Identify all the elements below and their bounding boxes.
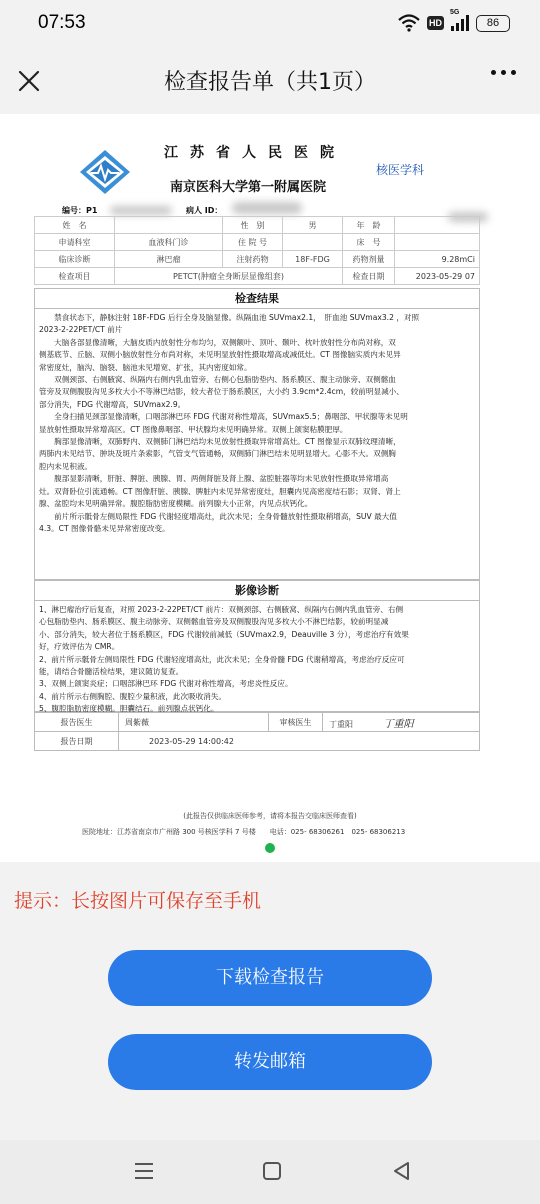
page-title: 检查报告单（共1页） [164, 70, 376, 95]
forward-email-button[interactable]: 转发邮箱 [108, 1034, 432, 1090]
system-nav-bar [0, 1140, 540, 1204]
age-value [395, 217, 480, 234]
report-id-label: 编号：P1 [62, 206, 98, 215]
clinical-diagnosis-label: 临床诊断 [35, 251, 115, 268]
network-type: 5G [450, 9, 460, 16]
exam-item-value: PETCT(肿瘤全身断层显像组套) [115, 268, 343, 285]
diagnosis-title: 影像诊断 [35, 581, 479, 601]
sex-label: 性 别 [223, 217, 283, 234]
report-date-label: 报告日期 [35, 732, 119, 751]
clinical-diagnosis-value: 淋巴瘤 [115, 251, 223, 268]
diagnosis-text: 1、淋巴瘤治疗后复查，对照 2023-2-22PET/CT 前片：双侧颈部、右侧腋窝、纵隔内右侧内乳血管旁、右侧 心包脂肪垫内、肠系膜区、腹主动脉旁、双侧髂血管旁及双侧腹股沟见多枚大小不淋巴结影，较前明显减 小、部分消失，较大者位于肠系膜区，FDG 代谢较前减低（SUVmax2.9，Deauville 3 分），考虑治疗有效果 好，疗效评估为 CMR。 2、前片所示骶骨左侧局限性 FDG 代谢轻度增高灶，此次未见；全身骨髓 FDG 代谢稍增高，考虑治疗反应可 能，请结合骨髓活检结果，建议随访复查。 3、双侧上颌窦炎症；口咽部淋巴环 FDG 代谢对称性增高，考虑炎性反应。 4、前片所示右侧胸腔、腹腔少量积液，此次吸收消失。 5、腹腔脂肪密度模糊。胆囊结石。前列腺点状钙化。 [39, 605, 409, 714]
report-date-value: 2023-05-29 14:00:42 [119, 732, 480, 751]
reporter-value: 周紫薇 [119, 713, 269, 732]
nav-bar [0, 48, 540, 114]
dose-value: 9.28mCi [395, 251, 480, 268]
redaction-blur [110, 206, 172, 215]
exam-date-label: 检查日期 [343, 268, 395, 285]
results-text: 禁食状态下，静脉注射 18F-FDG 后行全身及脑显像。纵隔血池 SUVmax2.1， 肝血池 SUVmax3.2 ，对照 2023-2-22PET/CT 前片 大脑各部显像清晰，大脑皮质内放射性分布均匀，双侧额叶、顶叶、颞叶、枕叶放射性分布尚对称，双 侧基底节、丘脑、双侧小脑放射性分布尚对称，未见明显放射性摄取增高或减低灶。CT 图像脑实质内未见异 常密度灶，脑沟、脑裂、脑池未见增宽、扩张，其内密度如常。 双侧颈部、右侧腋窝、纵隔内右侧内乳血管旁、右侧心包脂肪垫内、肠系膜区、腹主动脉旁、双侧髂血 管旁及双侧腹股沟见多枚大小不等淋巴结影，较大者位于肠系膜区，大小约 3.9cm*2.4cm，较前明显减小、 部分消失，FDG 代谢增高，SUVmax2.9。 全身扫描见颈部显像清晰，口咽部淋巴环 FDG 代谢对称性增高，SUVmax5.5；鼻咽部、甲状腺等未见明 显放射性摄取异常增高区。CT 图像鼻咽部、甲状腺均未见明确异常。双侧上颌窦粘膜肥厚。 胸部显像清晰，双肺野内、双侧肺门淋巴结均未见放射性摄取异常增高灶。CT 图像显示双肺纹理清晰， 两肺内未见结节、肿块及斑片条索影，气管支气管通畅，双侧肺门淋巴结未见明显增大。心影不大。双侧胸 腔内未见积液。 腹部显影清晰，肝脏、脾脏、胰腺、胃、两侧肾脏及肾上腺、盆腔脏器等均未见放射性摄取异常增高 灶。双肾卧位引流通畅。CT 图像肝脏、胰腺、脾脏内未见异常密度灶，胆囊内见高密度结石影；双肾、肾上 腺、盆腔均未见明确异常。腹腔脂肪密度模糊。前列腺大小正常，内见点状钙化。 前片所示骶骨左侧局限性 FDG 代谢轻度增高灶，此次未见；全身骨髓放射性摄取稍增高，SUV 最大值 4.3。CT 图像骨骼未见异常密度改变。 [39, 313, 420, 533]
hospital-logo-icon [78, 148, 132, 196]
status-time: 07:53 [38, 12, 86, 33]
diagnosis-section [34, 580, 480, 712]
wifi-icon [398, 14, 420, 32]
sex-value: 男 [283, 217, 343, 234]
age-label: 年 龄 [343, 217, 395, 234]
results-section [34, 288, 480, 580]
bed-value [395, 234, 480, 251]
battery-icon [476, 15, 510, 32]
redaction-blur [232, 202, 302, 214]
dept-label: 申请科室 [35, 234, 115, 251]
exam-item-label: 检查项目 [35, 268, 115, 285]
patient-info-table [34, 216, 480, 285]
status-bar [0, 0, 540, 48]
download-report-button[interactable]: 下载检查报告 [108, 950, 432, 1006]
dose-label: 药物剂量 [343, 251, 395, 268]
drug-label: 注射药物 [223, 251, 283, 268]
bed-label: 床 号 [343, 234, 395, 251]
reviewer-cell [323, 713, 480, 732]
reviewer-signature: 丁重阳 [383, 718, 414, 730]
reviewer-value: 丁重阳 [329, 719, 353, 729]
home-icon[interactable] [263, 1162, 281, 1180]
reviewer-label: 审核医生 [269, 713, 323, 732]
name-label: 姓 名 [35, 217, 115, 234]
more-icon[interactable] [491, 70, 516, 75]
reporter-label: 报告医生 [35, 713, 119, 732]
inpatient-value [283, 234, 343, 251]
signature-table [34, 712, 480, 751]
drug-value: 18F-FDG [283, 251, 343, 268]
save-tip: 提示：长按图片可保存至手机 [14, 890, 262, 912]
signal-icon [450, 9, 469, 31]
results-title: 检查结果 [35, 289, 479, 309]
hospital-subtitle: 南京医科大学第一附属医院 [170, 180, 327, 195]
patient-id-label: 病人 ID： [186, 206, 223, 215]
report-footer-address: 医院地址：江苏省南京市广州路 300 号核医学科 7 号楼 电话：025- 68306261 025- 68306213 [82, 828, 406, 836]
status-icons [398, 9, 510, 32]
inpatient-label: 住 院 号 [223, 234, 283, 251]
battery-level: 86 [486, 16, 500, 29]
page-indicator-dot [265, 843, 275, 853]
department-label: 核医学科 [376, 163, 425, 177]
exam-date-value: 2023-05-29 07 [395, 268, 480, 285]
dept-value: 血液科门诊 [115, 234, 223, 251]
hospital-name: 江苏省人民医院 [164, 145, 346, 161]
name-value [115, 217, 223, 234]
back-icon[interactable] [392, 1161, 410, 1181]
report-footer-note: (此报告仅供临床医师参考，请将本报告交临床医师查看) [183, 812, 357, 820]
menu-icon[interactable] [134, 1162, 154, 1180]
hd-badge: HD [429, 18, 442, 28]
